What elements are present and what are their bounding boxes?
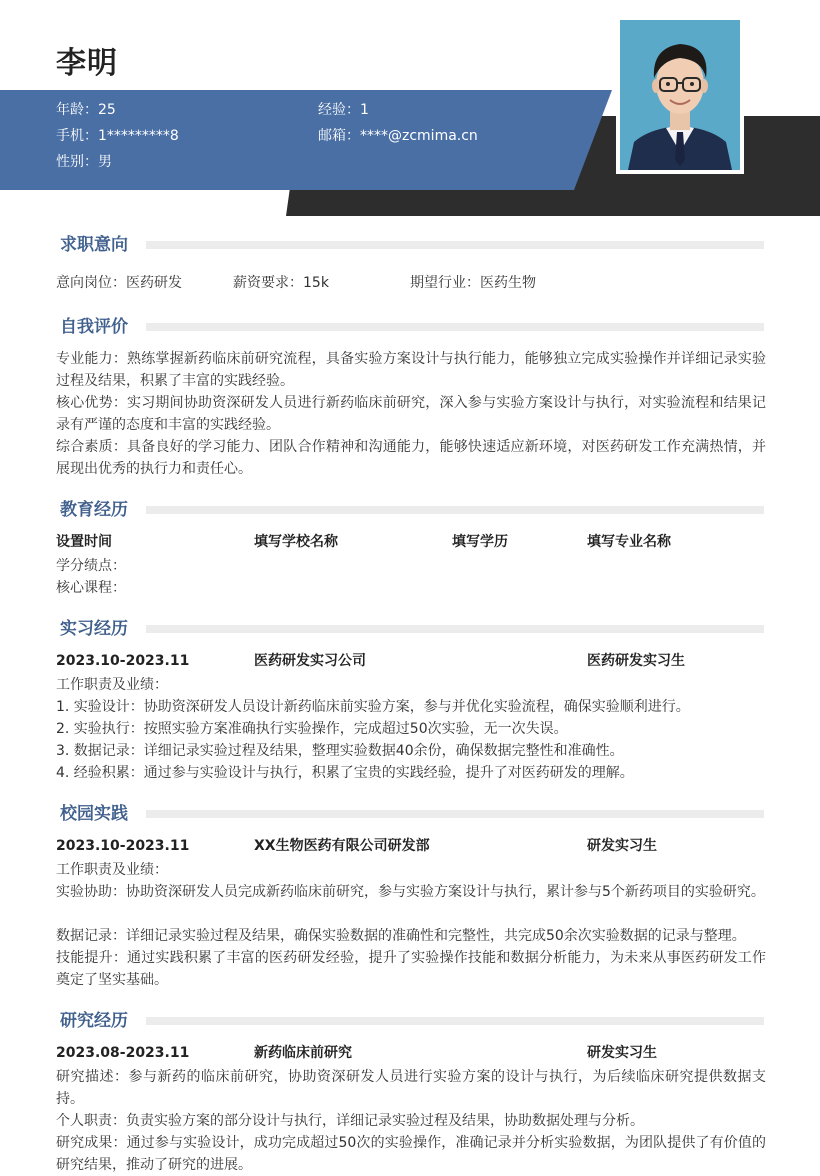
section-title: 求职意向	[60, 235, 128, 255]
internship-role: 医药研发实习生	[587, 653, 685, 669]
section-title: 研究经历	[60, 1011, 128, 1031]
section-title: 自我评价	[60, 317, 128, 337]
internship-item: 2. 实验执行：按照实验方案准确执行实验操作，完成超过50次实验，无一次失误。	[56, 721, 568, 737]
education-degree: 填写学历	[452, 534, 508, 550]
internship-item: 4. 经验积累：通过参与实验设计与执行，积累了宝贵的实践经验，提升了对医药研发的理解。	[56, 765, 634, 781]
campus-item: 技能提升：通过实践积累了丰富的医药研发经验，提升了实验操作技能和数据分析能力，为未来从事医药研发工作奠定了坚实基础。	[56, 950, 766, 988]
self-eval-paragraph: 核心优势：实习期间协助资深研发人员进行新药临床前研究，深入参与实验方案设计与执行，对实验流程和结果记录有严谨的态度和丰富的实践经验。	[56, 395, 766, 433]
section-divider	[146, 625, 764, 633]
candidate-name: 李明	[56, 46, 118, 81]
education-major: 填写专业名称	[587, 534, 671, 550]
section-title: 实习经历	[60, 619, 128, 639]
research-item: 个人职责：负责实验方案的部分设计与执行，详细记录实验过程及结果，协助数据处理与分析。	[56, 1113, 644, 1129]
internship-item: 3. 数据记录：详细记录实验过程及结果，整理实验数据40余份，确保数据完整性和准确性。	[56, 743, 624, 759]
self-eval-paragraph: 综合素质：具备良好的学习能力、团队合作精神和沟通能力，能够快速适应新环境，对医药研发工作充满热情，并展现出优秀的执行力和责任心。	[56, 439, 766, 477]
campus-company: XX生物医药有限公司研发部	[254, 838, 430, 854]
section-divider	[146, 241, 764, 249]
education-gpa: 学分绩点：	[56, 558, 126, 574]
internship-period: 2023.10-2023.11	[56, 653, 190, 669]
gender-field: 性别：男	[56, 154, 112, 170]
research-project: 新药临床前研究	[254, 1045, 352, 1061]
research-role: 研发实习生	[587, 1045, 657, 1061]
age-field: 年龄：25	[56, 102, 116, 118]
section-self-eval	[56, 314, 764, 340]
campus-role: 研发实习生	[587, 838, 657, 854]
education-school: 填写学校名称	[254, 534, 338, 550]
resume-header	[0, 0, 820, 220]
intent-position: 意向岗位：医药研发	[56, 275, 182, 291]
internship-duty-label: 工作职责及业绩：	[56, 677, 168, 693]
section-title: 教育经历	[60, 500, 128, 520]
research-item: 研究描述：参与新药的临床前研究，协助资深研发人员进行实验方案的设计与执行，为后续临床研究提供数据支持。	[56, 1069, 766, 1107]
research-period: 2023.08-2023.11	[56, 1045, 190, 1061]
email-field: 邮箱：****@zcmima.cn	[318, 128, 478, 144]
campus-item: 实验协助：协助资深研发人员完成新药临床前研究，参与实验方案设计与执行，累计参与5个新药项目的实验研究。	[56, 884, 765, 900]
campus-item: 数据记录：详细记录实验过程及结果，确保实验数据的准确性和完整性，共完成50余次实验数据的记录与整理。	[56, 928, 746, 944]
intent-salary: 薪资要求：15k	[233, 275, 329, 291]
section-divider	[146, 1017, 764, 1025]
intent-industry: 期望行业：医药生物	[410, 275, 536, 291]
section-internship	[56, 616, 764, 642]
section-divider	[146, 506, 764, 514]
section-campus	[56, 801, 764, 827]
education-courses: 核心课程：	[56, 580, 126, 596]
internship-company: 医药研发实习公司	[254, 653, 366, 669]
section-divider	[146, 810, 764, 818]
education-time: 设置时间	[56, 534, 112, 550]
section-education	[56, 497, 764, 523]
phone-field: 手机：1*********8	[56, 128, 179, 144]
research-item: 研究成果：通过参与实验设计，成功完成超过50次的实验操作，准确记录并分析实验数据，为团队提供了有价值的研究结果，推动了研究的进展。	[56, 1135, 766, 1173]
section-title: 校园实践	[60, 804, 128, 824]
section-divider	[146, 323, 764, 331]
section-intent	[56, 232, 764, 258]
experience-field: 经验：1	[318, 102, 369, 118]
campus-duty-label: 工作职责及业绩：	[56, 862, 168, 878]
profile-photo-frame	[616, 16, 744, 174]
section-research	[56, 1008, 764, 1034]
profile-photo	[620, 20, 740, 170]
internship-item: 1. 实验设计：协助资深研发人员设计新药临床前实验方案，参与并优化实验流程，确保实验顺利进行。	[56, 699, 690, 715]
campus-period: 2023.10-2023.11	[56, 838, 190, 854]
self-eval-paragraph: 专业能力：熟练掌握新药临床前研究流程，具备实验方案设计与执行能力，能够独立完成实验操作并详细记录实验过程及结果，积累了丰富的实践经验。	[56, 351, 766, 389]
